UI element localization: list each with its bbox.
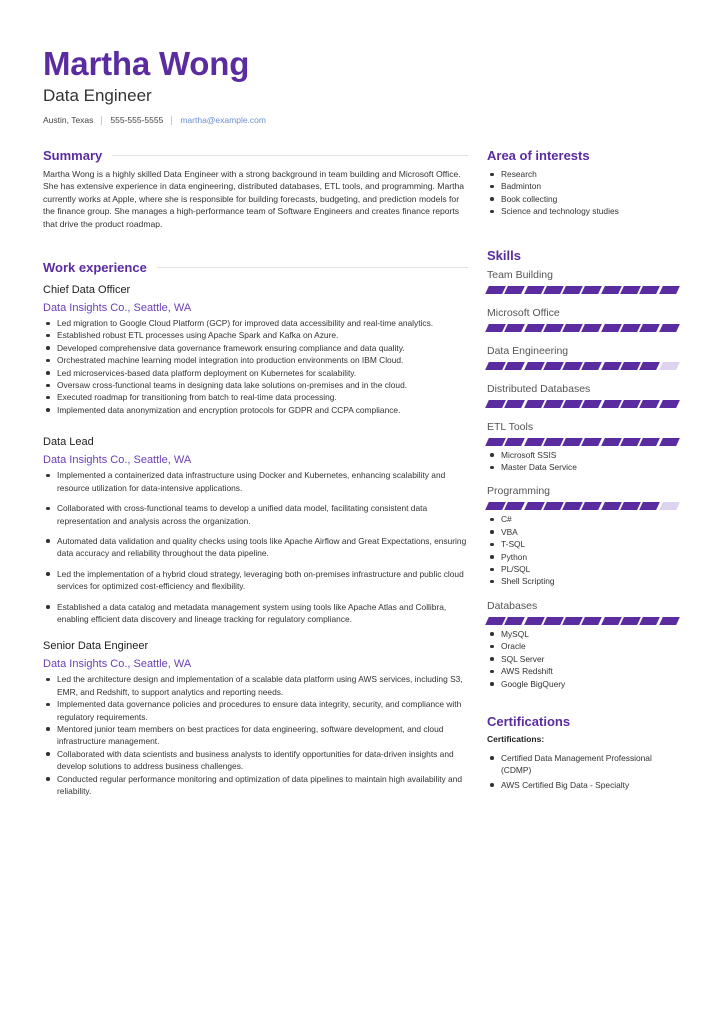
skill-level-segment xyxy=(620,286,641,294)
job-bullet: Led microservices-based data platform deployment on Kubernetes for scalability. xyxy=(43,367,468,379)
skill-level-segment xyxy=(582,286,603,294)
job-bullet: Led the architecture design and implementation of a scalable data platform using AWS services, including S3, EMR, and Redshift, to support analytics and reporting needs. xyxy=(43,673,468,698)
skill-level-segment xyxy=(620,324,641,332)
skill-level-segment xyxy=(485,400,506,408)
skill-level-segment xyxy=(659,324,680,332)
contact-divider xyxy=(101,116,102,125)
skill-level-segment xyxy=(582,362,603,370)
interests-section xyxy=(487,148,682,218)
skill-level-segment xyxy=(659,438,680,446)
contact-line xyxy=(43,115,683,125)
skill-level-segment xyxy=(485,324,506,332)
skill-level-segment xyxy=(659,502,680,510)
skill-name: Distributed Databases xyxy=(487,382,591,395)
job-bullets xyxy=(43,317,468,416)
skill-level-segment xyxy=(640,324,661,332)
job-bullet: Mentored junior team members on best practices for data engineering, software development, and cloud infrastructure management. xyxy=(43,723,468,748)
summary-section xyxy=(43,148,468,230)
skill-level-segment xyxy=(504,617,525,625)
skill-level-segment xyxy=(601,438,622,446)
interest-item: Science and technology studies xyxy=(487,205,682,217)
skill-level-segment xyxy=(582,438,603,446)
skills-heading xyxy=(487,248,682,263)
certifications-label: Certifications: xyxy=(487,733,545,744)
skill-level-segment xyxy=(504,362,525,370)
skill-level-segment xyxy=(524,438,545,446)
skill-subitem: Python xyxy=(487,551,682,563)
skill-subitem: SQL Server xyxy=(487,653,682,665)
job-bullet: Conducted regular performance monitoring and optimization of data pipelines to maintain high availability and reliability. xyxy=(43,773,468,798)
job-bullet: Led the implementation of a hybrid cloud strategy, leveraging both on-premises infrastructure and public cloud services for optimized cost-efficiency and flexibility. xyxy=(43,568,468,593)
skill-subitems xyxy=(487,628,682,690)
job-title: Senior Data Engineer xyxy=(43,640,149,653)
company-name: Data Insights Co., Seattle, WA xyxy=(43,658,192,671)
skill-level-segment xyxy=(640,617,661,625)
job-bullet: Automated data validation and quality checks using tools like Apache Airflow and Great Expectations, ensuring data accuracy and reliability throughout the data pipeline. xyxy=(43,535,468,560)
email-link[interactable]: martha@example.com xyxy=(180,115,266,125)
skill-level-segment xyxy=(562,617,583,625)
skill-subitem: Google BigQuery xyxy=(487,678,682,690)
skill-level-segment xyxy=(562,362,583,370)
job-entry xyxy=(43,435,468,625)
skill-level-segment xyxy=(601,502,622,510)
skill-level-segment xyxy=(485,502,506,510)
skill-subitems xyxy=(487,513,682,587)
job-bullets xyxy=(43,673,468,797)
skill-entry xyxy=(487,345,682,370)
skill-level-segment xyxy=(601,286,622,294)
skill-level-segment xyxy=(640,502,661,510)
skill-level-segment xyxy=(582,617,603,625)
experience-heading xyxy=(43,260,468,275)
skill-level-segment xyxy=(562,400,583,408)
skill-name: ETL Tools xyxy=(487,420,534,433)
skill-subitem: AWS Redshift xyxy=(487,665,682,677)
summary-text: Martha Wong is a highly skilled Data Engineer with a strong background in team building and Microsoft Office. She has extensive experience in data engineering, distributed databases, ETL tools, and programming. Martha currently works at Apple, where she is responsible for building forecasts, budgeting, and prediction models for the finance group. She manages a high-performance team of Software Engineers and creates finance reports that drive the product roadmap. xyxy=(43,169,465,229)
skill-level-segment xyxy=(504,438,525,446)
skill-level-segment xyxy=(601,362,622,370)
section-divider xyxy=(157,267,468,268)
skill-entry xyxy=(487,383,682,408)
skill-entry xyxy=(487,485,682,587)
skill-level-segment xyxy=(485,438,506,446)
phone-text: 555-555-5555 xyxy=(110,115,164,125)
skill-level-segment xyxy=(640,438,661,446)
skill-level-segment xyxy=(543,617,564,625)
skill-level-segment xyxy=(582,324,603,332)
summary-heading xyxy=(43,148,468,163)
skill-level-segment xyxy=(524,617,545,625)
skill-level-bar xyxy=(487,286,678,294)
location-text: Austin, Texas xyxy=(43,115,94,125)
job-bullet: Collaborated with data scientists and business analysts to identify opportunities for data-driven insights and develop solutions to address business challenges. xyxy=(43,748,468,773)
candidate-name: Martha Wong xyxy=(43,45,250,82)
skill-level-segment xyxy=(504,286,525,294)
skill-level-segment xyxy=(543,502,564,510)
skill-level-segment xyxy=(620,617,641,625)
skill-level-segment xyxy=(504,324,525,332)
skill-level-bar xyxy=(487,400,678,408)
skill-level-bar xyxy=(487,324,678,332)
skill-subitem: PL/SQL xyxy=(487,563,682,575)
skill-name: Data Engineering xyxy=(487,344,569,357)
job-bullet: Established a data catalog and metadata management system using tools like Apache Atlas and Collibra, enabling efficient data discovery and lineage tracking for regulatory compliance. xyxy=(43,601,468,626)
skill-level-segment xyxy=(504,502,525,510)
job-bullet: Executed roadmap for transitioning from batch to real-time data processing. xyxy=(43,391,468,403)
skill-level-segment xyxy=(543,400,564,408)
skills-list xyxy=(487,269,682,690)
skill-subitem: Microsoft SSIS xyxy=(487,449,682,461)
job-bullet: Led migration to Google Cloud Platform (GCP) for improved data accessibility and real-time analytics. xyxy=(43,317,468,329)
skill-level-segment xyxy=(562,438,583,446)
interest-item: Badminton xyxy=(487,180,682,192)
skill-subitem: C# xyxy=(487,513,682,525)
skill-level-segment xyxy=(524,362,545,370)
company-name: Data Insights Co., Seattle, WA xyxy=(43,302,192,315)
skill-level-segment xyxy=(524,324,545,332)
job-bullet: Collaborated with cross-functional teams to develop a unified data model, facilitating consistent data representation and analysis across the organization. xyxy=(43,502,468,527)
job-entry xyxy=(43,639,468,797)
skill-level-segment xyxy=(543,324,564,332)
skill-level-bar xyxy=(487,362,678,370)
skill-level-segment xyxy=(640,286,661,294)
skill-level-segment xyxy=(601,324,622,332)
skill-level-segment xyxy=(543,286,564,294)
job-title: Chief Data Officer xyxy=(43,284,131,297)
skill-level-segment xyxy=(582,502,603,510)
skill-level-segment xyxy=(524,400,545,408)
skill-level-segment xyxy=(620,362,641,370)
skill-name: Team Building xyxy=(487,268,553,281)
interest-item: Book collecting xyxy=(487,193,682,205)
skill-subitems xyxy=(487,449,682,474)
skill-name: Programming xyxy=(487,485,551,498)
skill-level-segment xyxy=(620,400,641,408)
resume-header xyxy=(43,44,683,125)
job-bullet: Implemented data governance policies and procedures to ensure data integrity, security, and compliance with regulatory requirements. xyxy=(43,698,468,723)
skill-level-segment xyxy=(659,400,680,408)
skill-subitem: MySQL xyxy=(487,628,682,640)
skill-subitem: Master Data Service xyxy=(487,461,682,473)
skill-level-bar xyxy=(487,438,678,446)
skills-title: Skills xyxy=(487,247,521,263)
job-entry xyxy=(43,283,468,416)
skill-level-segment xyxy=(504,400,525,408)
candidate-role: Data Engineer xyxy=(43,86,152,105)
job-bullet: Established robust ETL processes using Apache Spark and Kafka on Azure. xyxy=(43,329,468,341)
main-column xyxy=(43,148,468,797)
skill-level-segment xyxy=(640,362,661,370)
interests-title: Area of interests xyxy=(487,148,590,163)
skill-level-bar xyxy=(487,617,678,625)
section-divider xyxy=(112,155,468,156)
experience-title: Work experience xyxy=(43,260,147,276)
skill-level-segment xyxy=(485,362,506,370)
skill-level-segment xyxy=(659,362,680,370)
side-column xyxy=(487,148,682,793)
skill-name: Microsoft Office xyxy=(487,306,560,319)
skill-level-segment xyxy=(601,400,622,408)
skill-level-segment xyxy=(582,400,603,408)
skill-level-segment xyxy=(562,286,583,294)
skill-subitem: Shell Scripting xyxy=(487,575,682,587)
job-bullet: Orchestrated machine learning model integration into production environments on IBM Cloud. xyxy=(43,354,468,366)
skill-level-segment xyxy=(620,438,641,446)
skill-level-segment xyxy=(543,362,564,370)
skill-entry xyxy=(487,600,682,690)
skill-level-segment xyxy=(659,617,680,625)
job-bullet: Oversaw cross-functional teams in designing data lake solutions on-premises and in the cloud. xyxy=(43,379,468,391)
skill-level-segment xyxy=(640,400,661,408)
skill-subitem: VBA xyxy=(487,526,682,538)
skill-subitem: T-SQL xyxy=(487,538,682,550)
summary-title: Summary xyxy=(43,148,103,163)
skill-name: Databases xyxy=(487,599,538,612)
skill-level-segment xyxy=(659,286,680,294)
skill-level-bar xyxy=(487,502,678,510)
skill-subitem: Oracle xyxy=(487,640,682,652)
job-bullet: Implemented a containerized data infrastructure using Docker and Kubernetes, enhancing scalability and resource utilization for data-intensive applications. xyxy=(43,469,468,494)
skill-entry xyxy=(487,269,682,294)
certifications-list xyxy=(487,752,682,791)
job-bullet: Developed comprehensive data governance framework ensuring compliance and data quality. xyxy=(43,342,468,354)
interests-heading xyxy=(487,148,682,163)
skill-entry xyxy=(487,307,682,332)
certification-item: AWS Certified Big Data - Specialty xyxy=(487,779,682,791)
company-name: Data Insights Co., Seattle, WA xyxy=(43,454,192,467)
certifications-heading xyxy=(487,714,682,729)
skill-entry xyxy=(487,421,682,474)
skill-level-segment xyxy=(485,286,506,294)
skill-level-segment xyxy=(485,617,506,625)
skills-section xyxy=(487,248,682,690)
job-bullets xyxy=(43,469,468,625)
certifications-title: Certifications xyxy=(487,713,571,729)
job-list xyxy=(43,283,468,797)
job-title: Data Lead xyxy=(43,436,94,449)
interest-item: Research xyxy=(487,168,682,180)
skill-level-segment xyxy=(601,617,622,625)
experience-section xyxy=(43,260,468,797)
skill-level-segment xyxy=(562,324,583,332)
certification-item: Certified Data Management Professional (CDMP) xyxy=(487,752,682,777)
skill-level-segment xyxy=(524,502,545,510)
skill-level-segment xyxy=(543,438,564,446)
interests-list xyxy=(487,168,682,218)
skill-level-segment xyxy=(524,286,545,294)
job-bullet: Implemented data anonymization and encryption protocols for GDPR and CCPA compliance. xyxy=(43,404,468,416)
certifications-section xyxy=(487,714,682,791)
contact-divider xyxy=(171,116,172,125)
